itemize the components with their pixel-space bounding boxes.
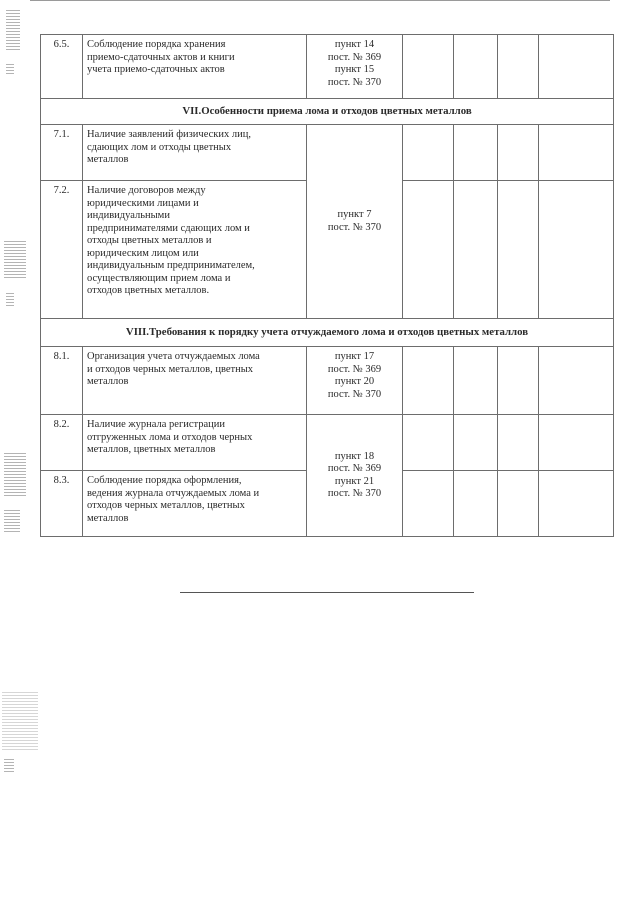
row-number: 8.2. xyxy=(41,415,83,471)
empty-cell xyxy=(454,347,498,415)
empty-cell xyxy=(454,35,498,99)
requirement-text: Наличие договоров между юридическими лицами и индивидуальными предпринимателями сдающих лом и отходы цветных металлов и юридическим лицом или индивидуальным предпринимателем, осуществляющим прием лома и отходов цветных металлов. xyxy=(83,181,307,319)
legal-reference: пункт 18 пост. № 369 пункт 21 пост. № 370 xyxy=(307,415,403,537)
signature-line xyxy=(180,592,474,593)
requirement-text: Организация учета отчуждаемых лома и отходов черных металлов, цветных металлов xyxy=(83,347,307,415)
requirement-text: Наличие журнала регистрации отгруженных лома и отходов черных металлов, цветных металлов xyxy=(83,415,307,471)
top-edge-line xyxy=(30,0,610,1)
inspection-checklist-table xyxy=(40,34,614,537)
section-title-7: VII.Особенности приема лома и отходов цветных металлов xyxy=(41,99,614,125)
empty-cell xyxy=(539,471,614,537)
empty-cell xyxy=(403,471,454,537)
empty-cell xyxy=(498,125,539,181)
section-title-8: VIII.Требования к порядку учета отчуждаемого лома и отходов цветных металлов xyxy=(41,319,614,347)
empty-cell xyxy=(454,125,498,181)
scan-noise xyxy=(6,62,14,74)
empty-cell xyxy=(498,181,539,319)
empty-cell xyxy=(403,35,454,99)
scan-noise xyxy=(6,10,20,50)
empty-cell xyxy=(454,471,498,537)
legal-reference: пункт 7 пост. № 370 xyxy=(307,125,403,319)
requirement-text: Наличие заявлений физических лиц, сдающих лом и отходы цветных металлов xyxy=(83,125,307,181)
empty-cell xyxy=(539,181,614,319)
empty-cell xyxy=(539,35,614,99)
scan-noise xyxy=(4,452,26,496)
scan-noise xyxy=(2,690,38,750)
legal-reference: пункт 14 пост. № 369 пункт 15 пост. № 370 xyxy=(307,35,403,99)
scan-noise xyxy=(4,508,20,532)
empty-cell xyxy=(454,415,498,471)
empty-cell xyxy=(403,415,454,471)
table-row xyxy=(41,347,614,415)
row-number: 8.1. xyxy=(41,347,83,415)
section-header-row xyxy=(41,319,614,347)
empty-cell xyxy=(539,347,614,415)
scan-noise xyxy=(4,758,14,772)
empty-cell xyxy=(454,181,498,319)
empty-cell xyxy=(539,415,614,471)
empty-cell xyxy=(498,471,539,537)
table-row xyxy=(41,35,614,99)
legal-reference: пункт 17 пост. № 369 пункт 20 пост. № 370 xyxy=(307,347,403,415)
empty-cell xyxy=(403,125,454,181)
row-number: 7.2. xyxy=(41,181,83,319)
requirement-text: Соблюдение порядка хранения приемо-сдаточных актов и книги учета приемо-сдаточных актов xyxy=(83,35,307,99)
scan-noise xyxy=(6,292,14,306)
scan-noise xyxy=(4,240,26,278)
empty-cell xyxy=(539,125,614,181)
empty-cell xyxy=(498,347,539,415)
empty-cell xyxy=(498,35,539,99)
row-number: 7.1. xyxy=(41,125,83,181)
section-header-row xyxy=(41,99,614,125)
empty-cell xyxy=(498,415,539,471)
table-row xyxy=(41,415,614,471)
row-number: 8.3. xyxy=(41,471,83,537)
row-number: 6.5. xyxy=(41,35,83,99)
empty-cell xyxy=(403,181,454,319)
table-row xyxy=(41,125,614,181)
requirement-text: Соблюдение порядка оформления, ведения журнала отчуждаемых лома и отходов черных металлов, цветных металлов xyxy=(83,471,307,537)
empty-cell xyxy=(403,347,454,415)
